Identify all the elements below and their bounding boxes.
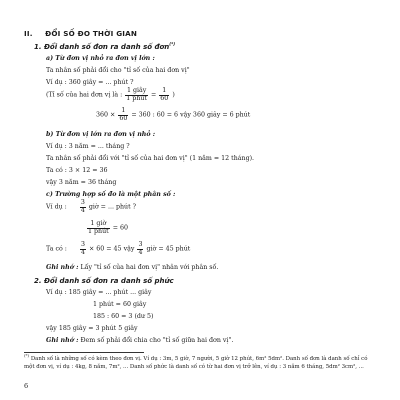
part-a-title: a) Từ đơn vị nhỏ ra đơn vị lớn : <box>46 55 155 62</box>
footnote <box>24 353 369 372</box>
s2-example: Ví dụ : 185 giây = ... phút ... giây <box>46 289 152 296</box>
heading-2: 2. Đổi danh số đơn ra danh số phức <box>34 277 174 285</box>
section-heading <box>24 30 137 39</box>
s2-note-text: Đem số phải đổi chia cho "tỉ số giữa hai đơn vị". <box>80 337 234 344</box>
page-number: 6 <box>24 382 29 390</box>
c-example-prefix: Ví dụ : <box>46 203 67 211</box>
ratio-prefix: (Tỉ số của hai đơn vị là : <box>46 91 123 99</box>
heading-1 <box>34 43 175 51</box>
ratio-numerator: 1 giây <box>126 87 147 94</box>
ratio-close: ) <box>172 91 175 99</box>
c-calc-middle: × 60 = 45 vậy <box>88 245 135 253</box>
c-calc-fraction <box>80 242 86 256</box>
calc-fraction <box>118 108 128 122</box>
part-c-ratio <box>86 221 128 235</box>
s2-line-3: vậy 185 giây = 3 phút 5 giây <box>46 325 138 332</box>
c-calc-numerator-2: 3 <box>138 241 143 248</box>
part-c-title: c) Trường hợp số đo là một phân số : <box>46 191 176 198</box>
s2-line-2: 185 : 60 = 3 (dư 5) <box>93 313 154 320</box>
ratio-numerator-2: 1 <box>159 88 169 96</box>
c-ratio-numerator: 1 giờ <box>87 221 110 229</box>
part-b-calc-1: Ta có : 3 × 12 = 36 <box>46 167 108 174</box>
c-example-denominator: 4 <box>80 206 85 214</box>
c-calc-denominator-2: 4 <box>138 248 143 256</box>
heading-1-text: 1. Đổi danh số đơn ra danh số đơn <box>34 43 170 51</box>
part-a-intro: Ta nhân số phải đổi cho "tỉ số của hai đơn vị" <box>46 67 190 74</box>
footnote-mark: (*) <box>24 353 30 359</box>
c-calc-fraction-2 <box>137 242 143 256</box>
ratio-fraction-2 <box>159 88 169 102</box>
footnote-divider <box>24 352 144 353</box>
c-calc-numerator: 3 <box>80 241 85 248</box>
c-calc-prefix: Ta có : <box>46 245 67 253</box>
ratio-denominator: 1 phút <box>126 94 147 102</box>
s2-note <box>46 337 233 345</box>
s2-note-label: Ghi nhớ : <box>46 337 79 344</box>
c-ratio-fraction <box>87 221 110 235</box>
calc-prefix: 360 × <box>96 111 116 119</box>
ratio-equals: = <box>150 91 157 99</box>
c-ratio-value: = 60 <box>112 224 128 232</box>
ratio-denominator-2: 60 <box>160 94 169 102</box>
part-c-example <box>46 200 136 214</box>
section-title: ĐỔI SỐ ĐO THỜI GIAN <box>45 29 138 38</box>
s2-line-1: 1 phút = 60 giây <box>93 301 147 308</box>
part-b-calc-2: vậy 3 năm = 36 tháng <box>46 179 117 186</box>
c-calc-result: giờ = 45 phút <box>146 245 191 253</box>
part-b-example: Ví dụ : 3 năm = ... tháng ? <box>46 143 130 150</box>
part-c-note <box>46 264 218 272</box>
c-example-fraction <box>80 200 86 214</box>
section-number: II. <box>24 29 33 38</box>
part-b-title: b) Từ đơn vị lớn ra đơn vị nhỏ : <box>46 131 156 138</box>
c-example-numerator: 3 <box>80 199 85 206</box>
part-b-intro: Ta nhân số phải đổi với "tỉ số của hai đơn vị" (1 năm = 12 tháng). <box>46 155 255 162</box>
part-a-ratio <box>46 88 175 102</box>
part-a-calculation <box>96 108 250 122</box>
c-example-suffix: giờ = ... phút ? <box>88 203 137 211</box>
c-ratio-denominator: 1 phút <box>88 227 109 235</box>
c-calc-denominator: 4 <box>80 248 85 256</box>
c-note-label: Ghi nhớ : <box>46 264 79 271</box>
calc-denominator: 60 <box>119 114 128 122</box>
part-a-example: Ví dụ : 360 giây = ... phút ? <box>46 79 134 86</box>
part-c-calculation <box>46 242 190 256</box>
calc-numerator: 1 <box>118 108 128 116</box>
footnote-text: Danh số là những số có kèm theo đơn vị. Ví dụ : 3m, 5 giờ, 7 người, 5 giờ 12 phút, 6m² 5dm². Danh số đơn là danh số chỉ có một đơn vị, ví dụ : 4kg, 8 năm, 7m², ... Danh số phức là danh số có từ hai đơn vị trở lên, ví dụ : 3 năm 6 tháng, 5dm² 3cm², ... <box>24 356 368 370</box>
ratio-fraction <box>125 88 148 102</box>
footnote-ref: (*) <box>169 41 176 47</box>
calc-result: = 360 : 60 = 6 vậy 360 giây = 6 phút <box>131 111 251 119</box>
c-note-text: Lấy "tỉ số của hai đơn vị" nhân với phân số. <box>80 264 219 271</box>
